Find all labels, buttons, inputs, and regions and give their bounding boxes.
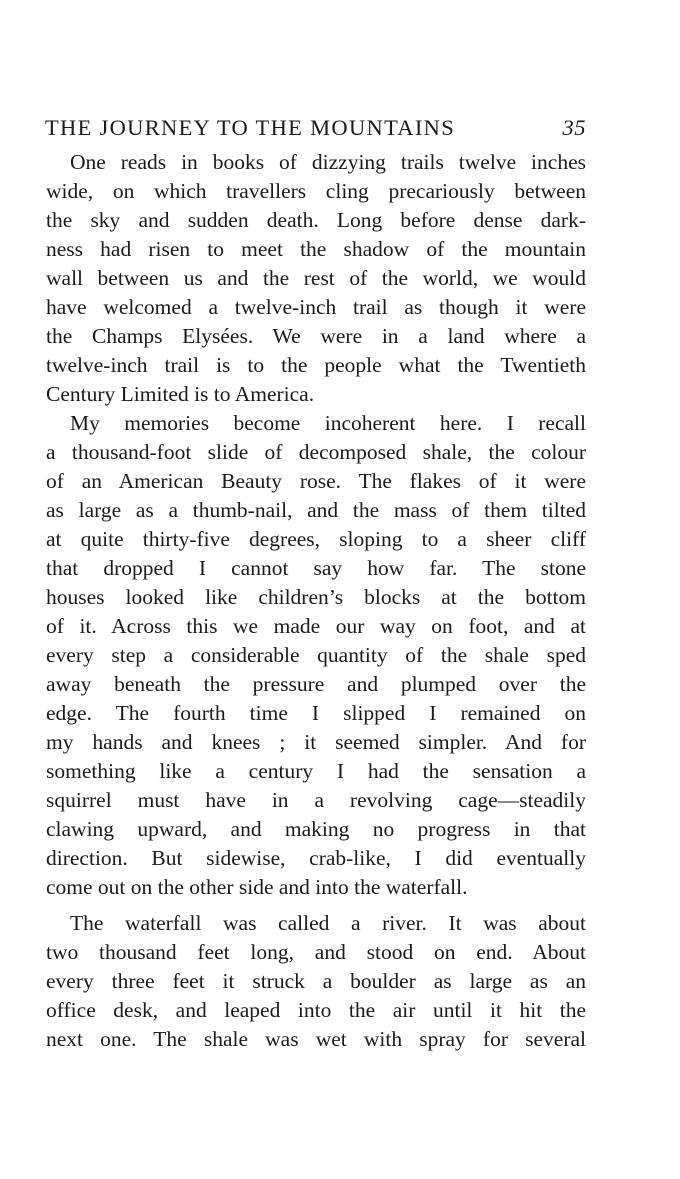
text-line: wall between us and the rest of the world, we would [46, 266, 586, 290]
text-line: The waterfall was called a river. It was about [70, 911, 586, 935]
text-line: the sky and sudden death. Long before dense dark- [46, 208, 586, 232]
text-line: two thousand feet long, and stood on end. About [46, 940, 586, 964]
text-line: My memories become incoherent here. I recall [70, 411, 586, 435]
text-line: direction. But sidewise, crab-like, I did eventually [46, 846, 586, 870]
paragraph [46, 409, 586, 902]
text-line: my hands and knees ; it seemed simpler. And for [46, 730, 586, 754]
text-line: something like a century I had the sensation a [46, 759, 586, 783]
text-line: away beneath the pressure and plumped over the [46, 672, 586, 696]
text-line: One reads in books of dizzying trails twelve inches [70, 150, 586, 174]
text-line: Century Limited is to America. [46, 382, 315, 406]
text-line: have welcomed a twelve-inch trail as though it were [46, 295, 586, 319]
text-line: every step a considerable quantity of the shale sped [46, 643, 586, 667]
text-line: edge. The fourth time I slipped I remained on [46, 701, 586, 725]
text-line: of it. Across this we made our way on foot, and at [46, 614, 586, 638]
text-line: at quite thirty-five degrees, sloping to a sheer cliff [46, 527, 586, 551]
paragraph [46, 148, 586, 409]
text-line: twelve-inch trail is to the people what the Twentieth [46, 353, 586, 377]
book-page [46, 114, 586, 1054]
text-line: as large as a thumb-nail, and the mass of them tilted [46, 498, 586, 522]
text-line: wide, on which travellers cling precariously between [46, 179, 586, 203]
text-line: the Champs Elysées. We were in a land where a [46, 324, 586, 348]
text-line: office desk, and leaped into the air until it hit the [46, 998, 586, 1022]
text-line: come out on the other side and into the waterfall. [46, 875, 468, 899]
text-line: clawing upward, and making no progress in that [46, 817, 586, 841]
running-head [45, 114, 586, 148]
text-line: ness had risen to meet the shadow of the mountain [46, 237, 586, 261]
text-line: every three feet it struck a boulder as large as an [46, 969, 586, 993]
text-line: next one. The shale was wet with spray for several [46, 1027, 586, 1051]
text-line: squirrel must have in a revolving cage—steadily [46, 788, 586, 812]
page-number: 35 [562, 115, 586, 140]
chapter-title: THE JOURNEY TO THE MOUNTAINS [45, 115, 456, 140]
paragraph-gap [46, 902, 586, 909]
text-line: a thousand-foot slide of decomposed shale, the colour [46, 440, 586, 464]
paragraph [46, 909, 586, 1054]
text-line: of an American Beauty rose. The flakes of it were [46, 469, 586, 493]
text-line: that dropped I cannot say how far. The stone [46, 556, 586, 580]
text-line: houses looked like children’s blocks at the bottom [46, 585, 586, 609]
